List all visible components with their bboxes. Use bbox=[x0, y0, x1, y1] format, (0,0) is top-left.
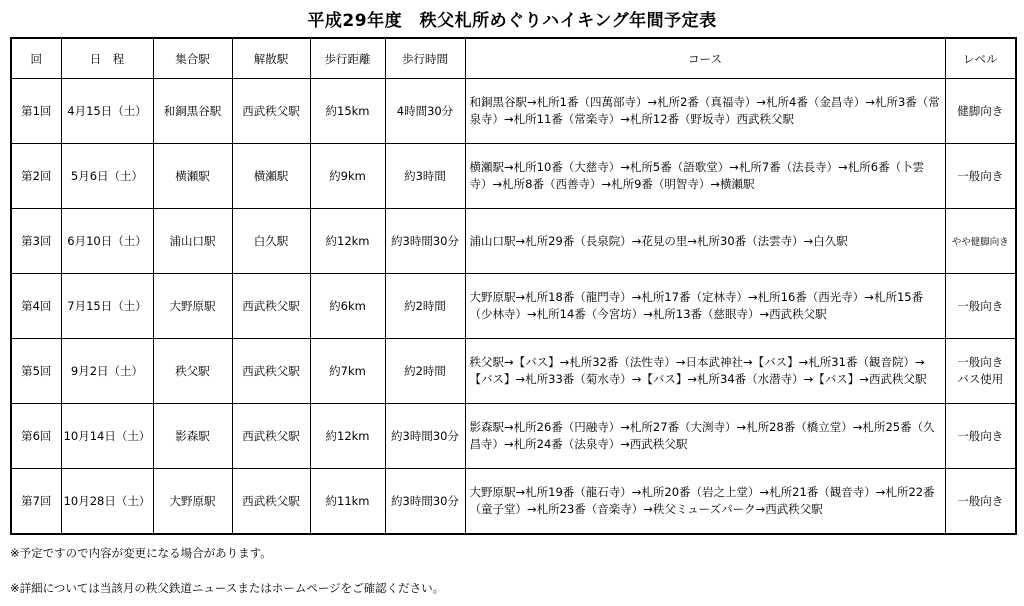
round-cell: 第2回 bbox=[11, 144, 61, 209]
column-header-walk-time: 歩行時間 bbox=[385, 38, 465, 79]
meet-station-cell: 和銅黒谷駅 bbox=[153, 79, 232, 144]
distance-cell: 約12km bbox=[310, 404, 385, 469]
dismiss-station-cell: 西武秩父駅 bbox=[232, 404, 310, 469]
distance-cell: 約15km bbox=[310, 79, 385, 144]
column-header-round: 回 bbox=[11, 38, 61, 79]
distance-cell: 約6km bbox=[310, 274, 385, 339]
round-cell: 第4回 bbox=[11, 274, 61, 339]
table-row bbox=[11, 209, 1016, 274]
course-cell: 大野原駅→札所19番（龍石寺）→札所20番（岩之上堂）→札所21番（観音寺）→札所22番（童子堂）→札所23番（音楽寺）→秩父ミューズパーク→西武秩父駅 bbox=[465, 469, 945, 534]
column-header-meet-station: 集合駅 bbox=[153, 38, 232, 79]
table-row bbox=[11, 144, 1016, 209]
date-cell: 10月28日（土） bbox=[61, 469, 153, 534]
level-cell: 一般向き bbox=[945, 469, 1016, 534]
table-row bbox=[11, 404, 1016, 469]
column-header-level: レベル bbox=[945, 38, 1016, 79]
date-cell: 9月2日（土） bbox=[61, 339, 153, 404]
column-header-course: コース bbox=[465, 38, 945, 79]
meet-station-cell: 横瀬駅 bbox=[153, 144, 232, 209]
distance-cell: 約12km bbox=[310, 209, 385, 274]
walk-time-cell: 約2時間 bbox=[385, 274, 465, 339]
date-cell: 7月15日（土） bbox=[61, 274, 153, 339]
walk-time-cell: 約3時間30分 bbox=[385, 469, 465, 534]
dismiss-station-cell: 西武秩父駅 bbox=[232, 79, 310, 144]
table-header-row bbox=[11, 38, 1016, 79]
date-cell: 10月14日（土） bbox=[61, 404, 153, 469]
course-cell: 横瀬駅→札所10番（大慈寺）→札所5番（語歌堂）→札所7番（法長寺）→札所6番（卜雲寺）→札所8番（西善寺）→札所9番（明智寺）→横瀬駅 bbox=[465, 144, 945, 209]
meet-station-cell: 大野原駅 bbox=[153, 274, 232, 339]
meet-station-cell: 大野原駅 bbox=[153, 469, 232, 534]
column-header-date: 日 程 bbox=[61, 38, 153, 79]
dismiss-station-cell: 西武秩父駅 bbox=[232, 274, 310, 339]
column-header-distance: 歩行距離 bbox=[310, 38, 385, 79]
walk-time-cell: 約3時間 bbox=[385, 144, 465, 209]
course-cell: 影森駅→札所26番（円融寺）→札所27番（大渕寺）→札所28番（橋立堂）→札所25番（久昌寺）→札所24番（法泉寺）→西武秩父駅 bbox=[465, 404, 945, 469]
dismiss-station-cell: 横瀬駅 bbox=[232, 144, 310, 209]
level-cell: 一般向き bbox=[945, 144, 1016, 209]
dismiss-station-cell: 白久駅 bbox=[232, 209, 310, 274]
table-row bbox=[11, 339, 1016, 404]
schedule-table bbox=[10, 37, 1017, 535]
dismiss-station-cell: 西武秩父駅 bbox=[232, 469, 310, 534]
course-cell: 和銅黒谷駅→札所1番（四萬部寺）→札所2番（真福寺）→札所4番（金昌寺）→札所3番（常泉寺）→札所11番（常楽寺）→札所12番（野坂寺）西武秩父駅 bbox=[465, 79, 945, 144]
distance-cell: 約11km bbox=[310, 469, 385, 534]
table-row bbox=[11, 469, 1016, 534]
level-cell: やや健脚向き bbox=[945, 209, 1016, 274]
table-row bbox=[11, 274, 1016, 339]
meet-station-cell: 秩父駅 bbox=[153, 339, 232, 404]
date-cell: 5月6日（土） bbox=[61, 144, 153, 209]
distance-cell: 約7km bbox=[310, 339, 385, 404]
table-row bbox=[11, 79, 1016, 144]
note-schedule-change: ※予定ですので内容が変更になる場合があります。 bbox=[10, 546, 272, 560]
meet-station-cell: 影森駅 bbox=[153, 404, 232, 469]
course-cell: 秩父駅→【バス】→札所32番（法性寺）→日本武神社→【バス】→札所31番（観音院）→【バス】→札所33番（菊水寺）→【バス】→札所34番（水潜寺）→【バス】→西武秩父駅 bbox=[465, 339, 945, 404]
page-title: 平成29年度 秩父札所めぐりハイキング年間予定表 bbox=[307, 11, 717, 31]
level-cell: 一般向き bbox=[945, 274, 1016, 339]
walk-time-cell: 約2時間 bbox=[385, 339, 465, 404]
round-cell: 第1回 bbox=[11, 79, 61, 144]
column-header-dismiss-station: 解散駅 bbox=[232, 38, 310, 79]
walk-time-cell: 約3時間30分 bbox=[385, 404, 465, 469]
level-cell: 一般向き bbox=[945, 404, 1016, 469]
dismiss-station-cell: 西武秩父駅 bbox=[232, 339, 310, 404]
round-cell: 第6回 bbox=[11, 404, 61, 469]
distance-cell: 約9km bbox=[310, 144, 385, 209]
course-cell: 大野原駅→札所18番（龍門寺）→札所17番（定林寺）→札所16番（西光寺）→札所15番（少林寺）→札所14番（今宮坊）→札所13番（慈眼寺）→西武秩父駅 bbox=[465, 274, 945, 339]
level-cell: 健脚向き bbox=[945, 79, 1016, 144]
date-cell: 4月15日（土） bbox=[61, 79, 153, 144]
walk-time-cell: 4時間30分 bbox=[385, 79, 465, 144]
level-cell: 一般向き バス使用 bbox=[945, 339, 1016, 404]
date-cell: 6月10日（土） bbox=[61, 209, 153, 274]
walk-time-cell: 約3時間30分 bbox=[385, 209, 465, 274]
note-details-reference: ※詳細については当該月の秩父鉄道ニュースまたはホームページをご確認ください。 bbox=[10, 581, 445, 595]
round-cell: 第7回 bbox=[11, 469, 61, 534]
course-cell: 浦山口駅→札所29番（長泉院）→花見の里→札所30番（法雲寺）→白久駅 bbox=[465, 209, 945, 274]
meet-station-cell: 浦山口駅 bbox=[153, 209, 232, 274]
round-cell: 第3回 bbox=[11, 209, 61, 274]
round-cell: 第5回 bbox=[11, 339, 61, 404]
